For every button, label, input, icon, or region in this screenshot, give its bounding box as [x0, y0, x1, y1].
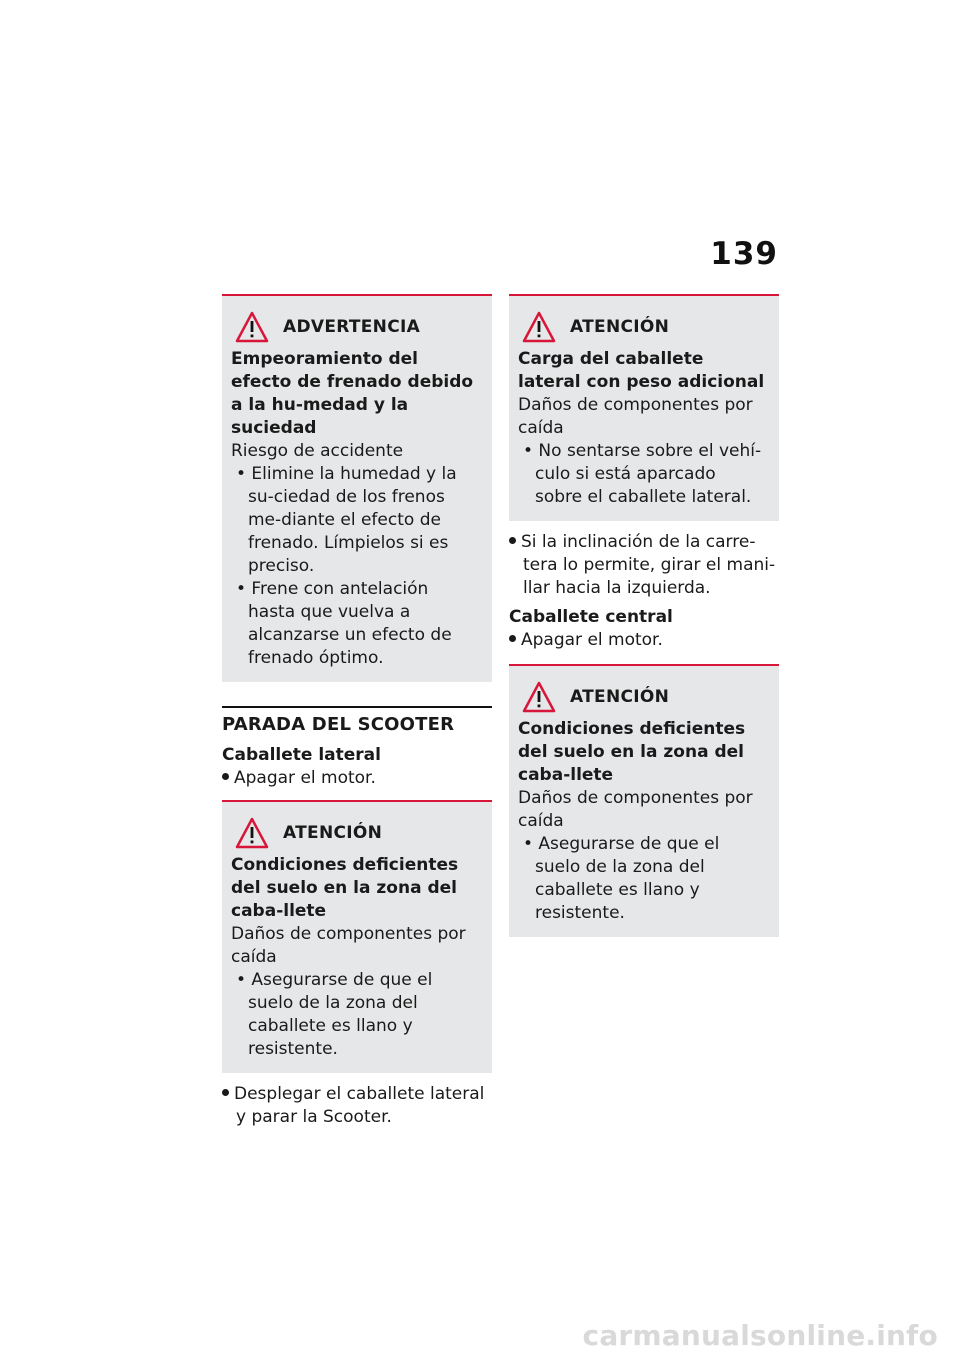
- bullet-dot-icon: [509, 635, 516, 642]
- page-number: 139: [710, 236, 778, 272]
- step-item: Desplegar el caballete lateral y parar la Scooter.: [222, 1083, 492, 1129]
- subsection-title: Caballete lateral: [222, 745, 381, 765]
- warning-box-advertencia: [222, 294, 492, 682]
- bullet-dot-icon: [509, 537, 516, 544]
- warning-label: ATENCIÓN: [283, 822, 383, 843]
- warning-triangle-icon: [235, 817, 269, 849]
- step-item: Apagar el motor.: [509, 629, 779, 652]
- step-item: Si la inclinación de la carre-tera lo permite, girar el mani-llar hacia la izquierda.: [509, 531, 779, 600]
- warning-box-atencion: [222, 800, 492, 1073]
- warning-triangle-icon: [522, 311, 556, 343]
- subsection-title: Caballete central: [509, 607, 673, 627]
- warning-triangle-icon: [235, 311, 269, 343]
- warning-subtitle: Daños de componentes por caída: [231, 924, 466, 967]
- watermark-text: carmanualsonline.info: [582, 1319, 938, 1352]
- warning-bullet: • No sentarse sobre el vehí-culo si está aparcado sobre el caballete lateral.: [523, 441, 762, 507]
- section-title: PARADA DEL SCOOTER: [222, 714, 455, 735]
- warning-bullet: • Asegurarse de que el suelo de la zona del caballete es llano y resistente.: [236, 970, 433, 1059]
- warning-title: Carga del caballete lateral con peso adicional: [518, 349, 765, 392]
- warning-title: Condiciones deficientes del suelo en la zona del caba-llete: [518, 719, 746, 785]
- warning-bullet: • Frene con antelación hasta que vuelva a alcanzarse un efecto de frenado óptimo.: [236, 579, 452, 668]
- warning-label: ADVERTENCIA: [283, 316, 421, 337]
- warning-label: ATENCIÓN: [570, 686, 670, 707]
- warning-bullet: • Asegurarse de que el suelo de la zona del caballete es llano y resistente.: [523, 834, 720, 923]
- bullet-dot-icon: [222, 1089, 229, 1096]
- warning-title: Empeoramiento del efecto de frenado debido a la hu-medad y la suciedad: [231, 349, 474, 438]
- left-column: [222, 294, 492, 1129]
- warning-subtitle: Riesgo de accidente: [231, 441, 404, 461]
- warning-triangle-icon: [522, 681, 556, 713]
- warning-label: ATENCIÓN: [570, 316, 670, 337]
- warning-box-atencion: [509, 294, 779, 521]
- warning-subtitle: Daños de componentes por caída: [518, 788, 753, 831]
- bullet-dot-icon: [222, 773, 229, 780]
- warning-bullet: • Elimine la humedad y la su-ciedad de los frenos me-diante el efecto de frenado. Límpielos si es preciso.: [236, 464, 457, 576]
- right-column: [509, 294, 779, 937]
- section-divider: [222, 706, 492, 738]
- warning-title: Condiciones deficientes del suelo en la zona del caba-llete: [231, 855, 459, 921]
- step-item: Apagar el motor.: [222, 767, 492, 790]
- warning-subtitle: Daños de componentes por caída: [518, 395, 753, 438]
- warning-box-atencion: [509, 664, 779, 937]
